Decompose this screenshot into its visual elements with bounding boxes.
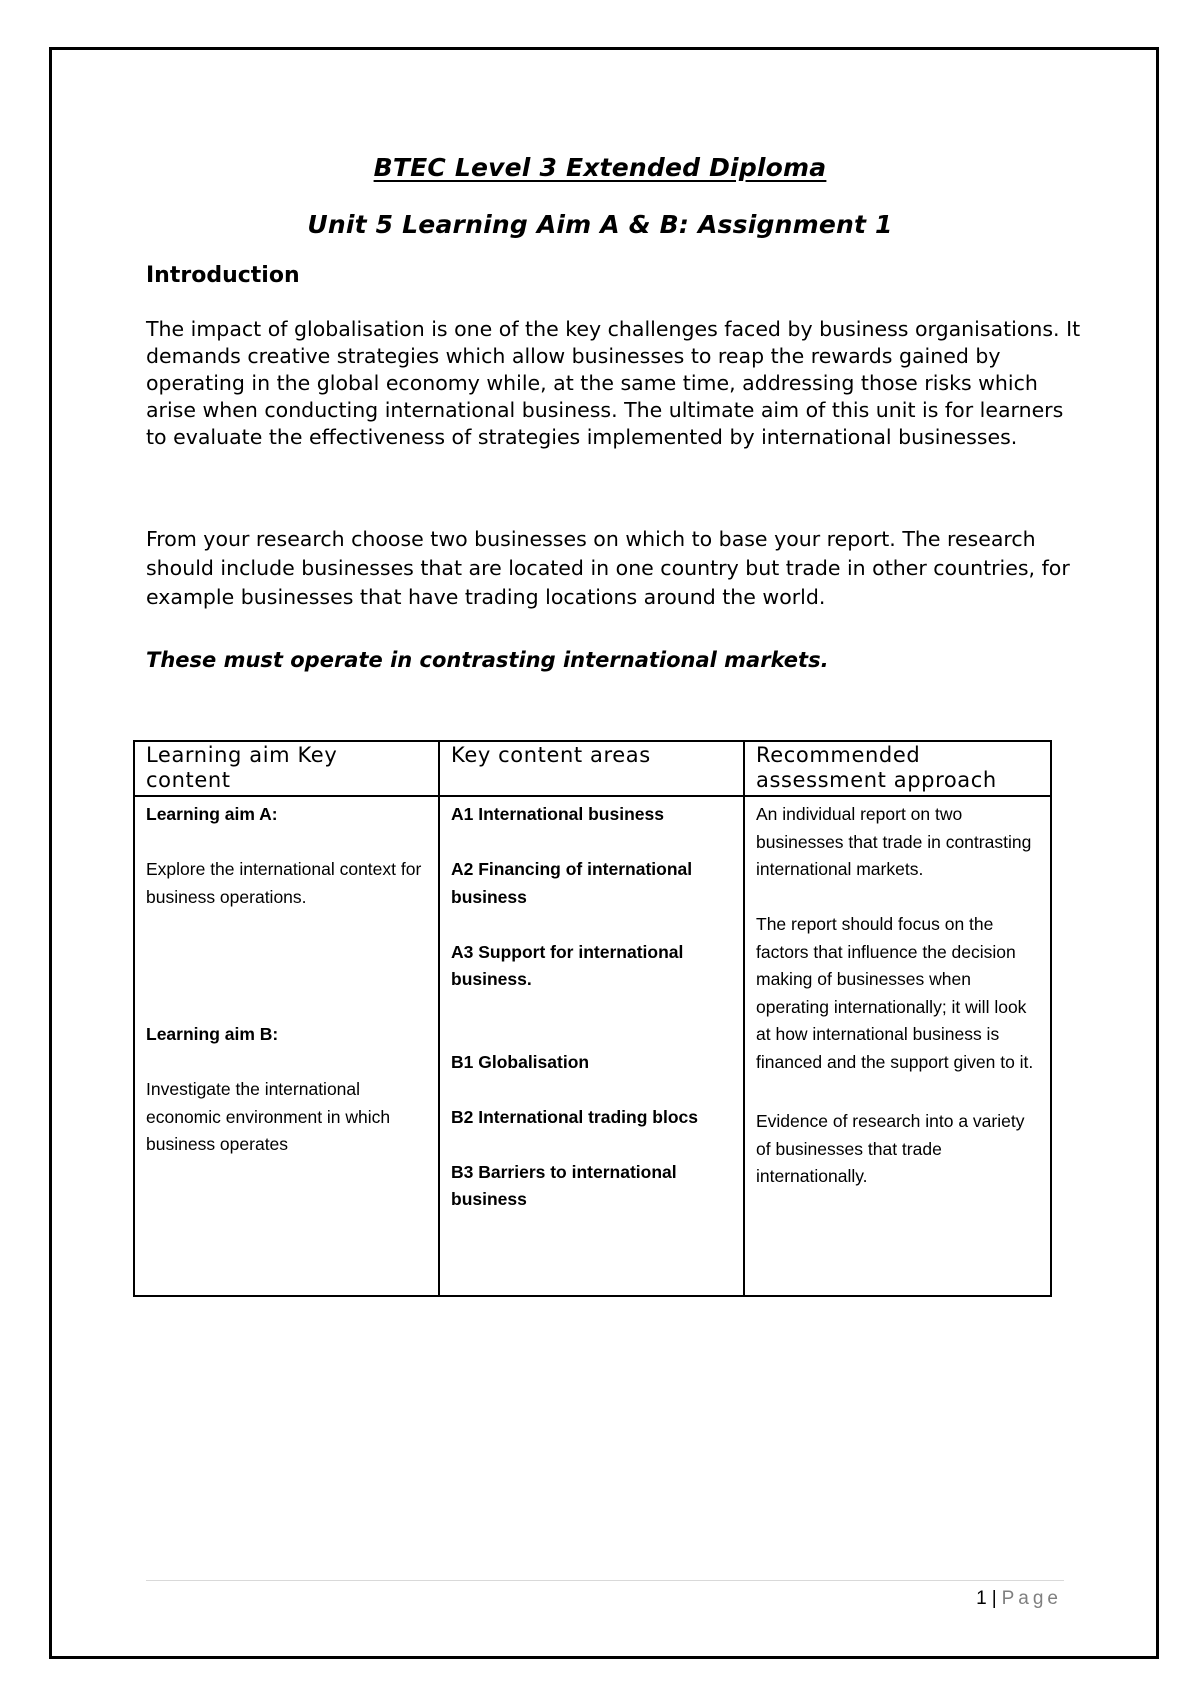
aim-b-label: Learning aim B: bbox=[146, 1024, 279, 1044]
cell-key-content bbox=[439, 796, 744, 1296]
approach-evidence: Evidence of research into a variety of businesses that trade internationally. bbox=[756, 1111, 1025, 1186]
content-b1: B1 Globalisation bbox=[451, 1051, 590, 1072]
content-b2: B2 International trading blocs bbox=[451, 1106, 698, 1127]
aim-b-description: Investigate the international economic environment in which business operates bbox=[146, 1079, 391, 1154]
aim-a-label: Learning aim A: bbox=[146, 804, 278, 824]
page-number: 1 bbox=[976, 1588, 987, 1609]
emphasis-line: These must operate in contrasting international markets. bbox=[146, 648, 829, 672]
page-footer bbox=[976, 1588, 1062, 1610]
footer-separator: | bbox=[991, 1588, 997, 1609]
footer-divider bbox=[146, 1580, 1064, 1581]
table-row bbox=[134, 796, 1051, 1296]
approach-report: An individual report on two businesses that trade in contrasting international markets. bbox=[756, 804, 1032, 879]
header-key-content-areas: Key content areas bbox=[439, 741, 744, 796]
introduction-heading: Introduction bbox=[146, 263, 300, 288]
page-label: Page bbox=[1001, 1588, 1062, 1609]
research-paragraph: From your research choose two businesses on which to base your report. The research should include businesses that are located in one country but trade in other countries, for example businesses that have trading locations around the world. bbox=[146, 527, 1070, 609]
header-learning-aim: Learning aim Key content bbox=[134, 741, 439, 796]
cell-learning-aims bbox=[134, 796, 439, 1296]
content-a1: A1 International business bbox=[451, 804, 664, 824]
content-a3: A3 Support for international business. bbox=[451, 941, 684, 989]
document-subtitle: Unit 5 Learning Aim A & B: Assignment 1 bbox=[307, 210, 893, 239]
table-header-row bbox=[134, 741, 1051, 796]
learning-aims-table bbox=[133, 740, 1052, 1297]
content-b3: B3 Barriers to international business bbox=[451, 1161, 677, 1209]
approach-focus: The report should focus on the factors that influence the decision making of businesses when operating internationally; it will look at how international business is financed and the support given to it. bbox=[756, 914, 1034, 1072]
header-assessment-approach: Recommended assessment approach bbox=[744, 741, 1051, 796]
document-title: BTEC Level 3 Extended Diploma bbox=[373, 153, 827, 182]
cell-assessment-approach bbox=[744, 796, 1051, 1296]
intro-paragraph: The impact of globalisation is one of the key challenges faced by business organisations. It demands creative strategies which allow businesses to reap the rewards gained by operating in the global economy while, at the same time, addressing those risks which arise when conducting international business. The ultimate aim of this unit is for learners to evaluate the effectiveness of strategies implemented by international businesses. bbox=[146, 317, 1081, 449]
content-a2: A2 Financing of international business bbox=[451, 859, 693, 907]
aim-a-description: Explore the international context for business operations. bbox=[146, 859, 422, 907]
